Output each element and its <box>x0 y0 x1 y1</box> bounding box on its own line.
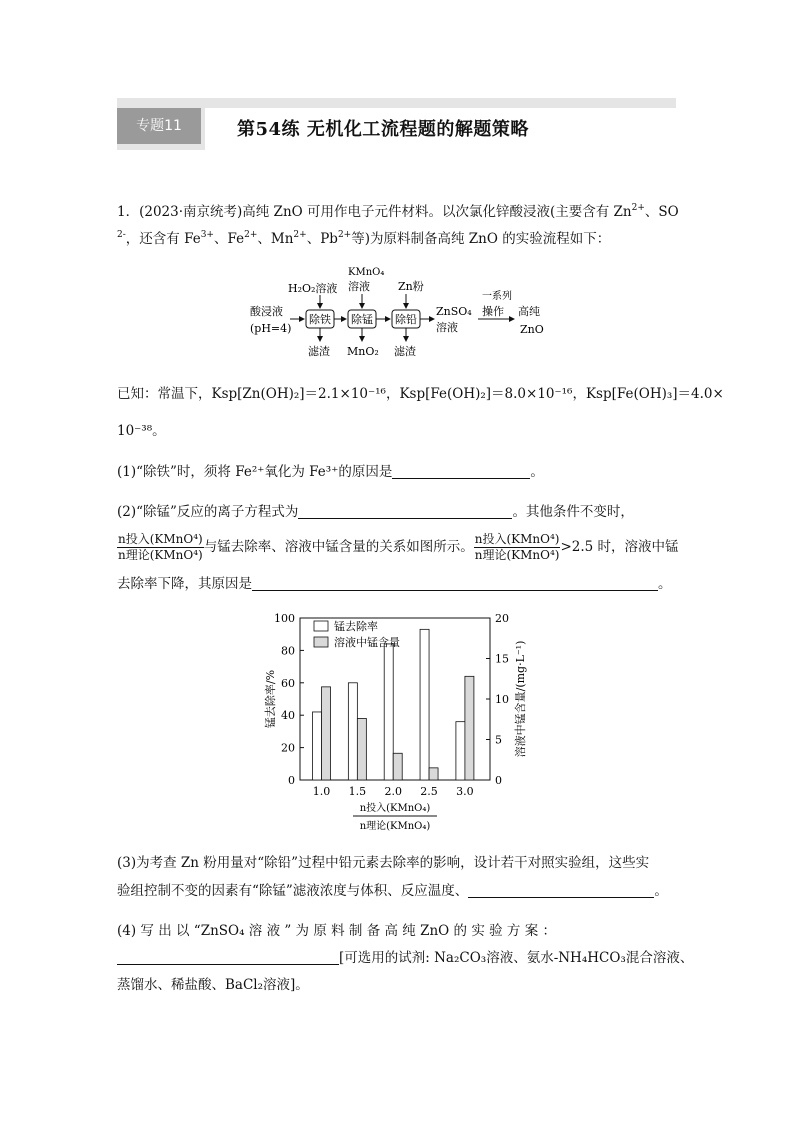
bar-chart <box>250 610 560 835</box>
part-3-line-2: 验组控制不变的因素有“除锰”滤液浓度与体积、反应温度、 。 <box>117 883 668 899</box>
ratio-fraction-1: $\frac{\text{n投入(KMnO⁴)}}{\text{n理论(KMnO⁴)}}$ <box>118 532 203 562</box>
step-remove-iron-label: 除铁 <box>309 313 331 326</box>
reagent-zn: Zn粉 <box>398 280 424 293</box>
y-tick-label: 80 <box>281 644 295 658</box>
bar-removal-rate <box>384 644 393 780</box>
y2-tick-label: 15 <box>495 652 509 666</box>
legend-label-removal-rate: 锰去除率 <box>334 620 378 633</box>
y2-tick-label: 0 <box>495 774 502 787</box>
part-2-line-1: (2)“除锰”反应的离子方程式为 。其他条件不变时， <box>117 504 634 520</box>
answer-blank-1[interactable] <box>392 464 530 479</box>
legend-swatch-removal-rate <box>314 621 328 631</box>
bar-mn-content <box>429 768 438 780</box>
x-tick-label: 1.5 <box>348 785 367 798</box>
y-axis-label: 锰去除率/% <box>264 669 277 729</box>
page-title: 第54练 无机化工流程题的解题策略 <box>237 119 529 140</box>
known-line-1: 已知：常温下，Ksp[Zn(OH)₂]＝2.1×10⁻¹⁶，Ksp[Fe(OH)₂]＝8.0×10⁻¹⁶，Ksp[Fe(OH)₃]＝4.0× <box>117 386 724 402</box>
y-tick-label: 60 <box>281 676 295 690</box>
x-tick-label: 2.5 <box>420 785 438 798</box>
part-4-line-1: (4) 写 出 以 “ZnSO₄ 溶 液 ” 为 原 料 制 备 高 纯 ZnO 的 实 验 方 案 ： <box>117 923 556 939</box>
part-2-line-2: $\frac{\text{n投入(KMnO⁴)}}{\text{n理论(KMnO⁴)}}$ 与锰去除率、溶液中锰含量的关系如图所示。 $\frac{\text{n投入(KMnO⁴)}}{\text{n理论(KMnO⁴)}}$ >2.5 时，溶液中锰 <box>118 532 679 562</box>
question-1-line-1: 1．(2023·南京统考)高纯 ZnO 可用作电子元件材料。以次氯化锌酸浸液(主要含有 $Zn^{2+}$、SO <box>117 203 679 220</box>
waste-3: 滤渣 <box>394 345 416 358</box>
y2-tick-label: 20 <box>495 612 509 625</box>
x-axis-label-denominator: n理论(KMnO₄) <box>359 821 431 832</box>
x-tick-label: 2.0 <box>384 785 402 798</box>
product-bot: 溶液 <box>436 321 458 334</box>
ratio-fraction-2: $\frac{\text{n投入(KMnO⁴)}}{\text{n理论(KMnO⁴)}}$ <box>474 532 560 562</box>
start-material-bot: (pH=4) <box>250 322 292 335</box>
reagent-kmno4-bot: 溶液 <box>348 280 370 293</box>
bar-mn-content <box>393 753 402 780</box>
y2-tick-label: 5 <box>495 733 502 747</box>
part-2-line-3: 去除率下降，其原因是 。 <box>117 576 672 592</box>
bar-removal-rate <box>348 683 357 780</box>
step-remove-lead-label: 除铅 <box>395 313 417 326</box>
answer-blank-4[interactable] <box>468 883 654 898</box>
operation-bot: 操作 <box>482 305 504 318</box>
y2-axis-label: 溶液中锰含量/(mg·L⁻¹) <box>514 640 527 758</box>
x-axis-label-numerator: n投入(KMnO₄) <box>359 803 431 814</box>
final-top: 高纯 <box>518 305 540 318</box>
reagent-kmno4-top: KMnO₄ <box>348 267 385 278</box>
bar-removal-rate <box>420 629 429 780</box>
bar-mn-content <box>357 718 366 780</box>
bar-removal-rate <box>456 722 465 780</box>
question-1-line-2: $^{2-}$，还含有 $Fe^{3+}$、$Fe^{2+}$、$Mn^{2+}$、$Pb^{2+}$等)为原料制备高纯 ZnO 的实验流程如下： <box>117 230 611 247</box>
answer-blank-2[interactable] <box>298 504 512 519</box>
header-bar <box>117 98 676 150</box>
part-4-line-3: 蒸馏水、稀盐酸、BaCl₂溶液]。 <box>117 977 309 993</box>
known-line-2: 10⁻³⁸。 <box>117 423 166 439</box>
part-1: (1)“除铁”时，须将 Fe²⁺氧化为 Fe³⁺的原因是 。 <box>117 464 544 480</box>
legend-label-mn-content: 溶液中锰含量 <box>334 636 400 649</box>
part-3-line-1: (3)为考查 Zn 粉用量对“除铅”过程中铅元素去除率的影响，设计若干对照实验组，这些实 <box>117 855 650 871</box>
waste-2: MnO₂ <box>347 345 379 358</box>
y-tick-label: 40 <box>281 709 295 723</box>
waste-1: 滤渣 <box>308 345 330 358</box>
x-tick-label: 3.0 <box>456 785 474 798</box>
y-tick-label: 100 <box>274 612 295 625</box>
answer-blank-5[interactable] <box>117 950 339 965</box>
answer-blank-3[interactable] <box>252 576 658 591</box>
process-flow-diagram <box>240 262 560 362</box>
y2-tick-label: 10 <box>495 693 509 706</box>
bar-mn-content <box>465 676 474 780</box>
legend-swatch-mn-content <box>314 637 328 647</box>
start-material-top: 酸浸液 <box>250 305 283 318</box>
y-tick-label: 0 <box>288 774 295 787</box>
final-bot: ZnO <box>520 323 544 336</box>
part-4-line-2: [可选用的试剂: Na₂CO₃溶液、氨水-NH₄HCO₃混合溶液、 <box>117 948 677 968</box>
product-top: ZnSO₄ <box>436 305 472 318</box>
x-tick-label: 1.0 <box>312 785 331 798</box>
topic-tag: 专题11 <box>117 108 201 144</box>
operation-top: 一系列 <box>482 291 512 302</box>
bar-mn-content <box>322 687 331 780</box>
reagent-h2o2: H₂O₂溶液 <box>288 282 338 295</box>
step-remove-manganese-label: 除锰 <box>351 313 373 326</box>
bar-removal-rate <box>313 712 322 780</box>
y-tick-label: 20 <box>281 741 295 755</box>
